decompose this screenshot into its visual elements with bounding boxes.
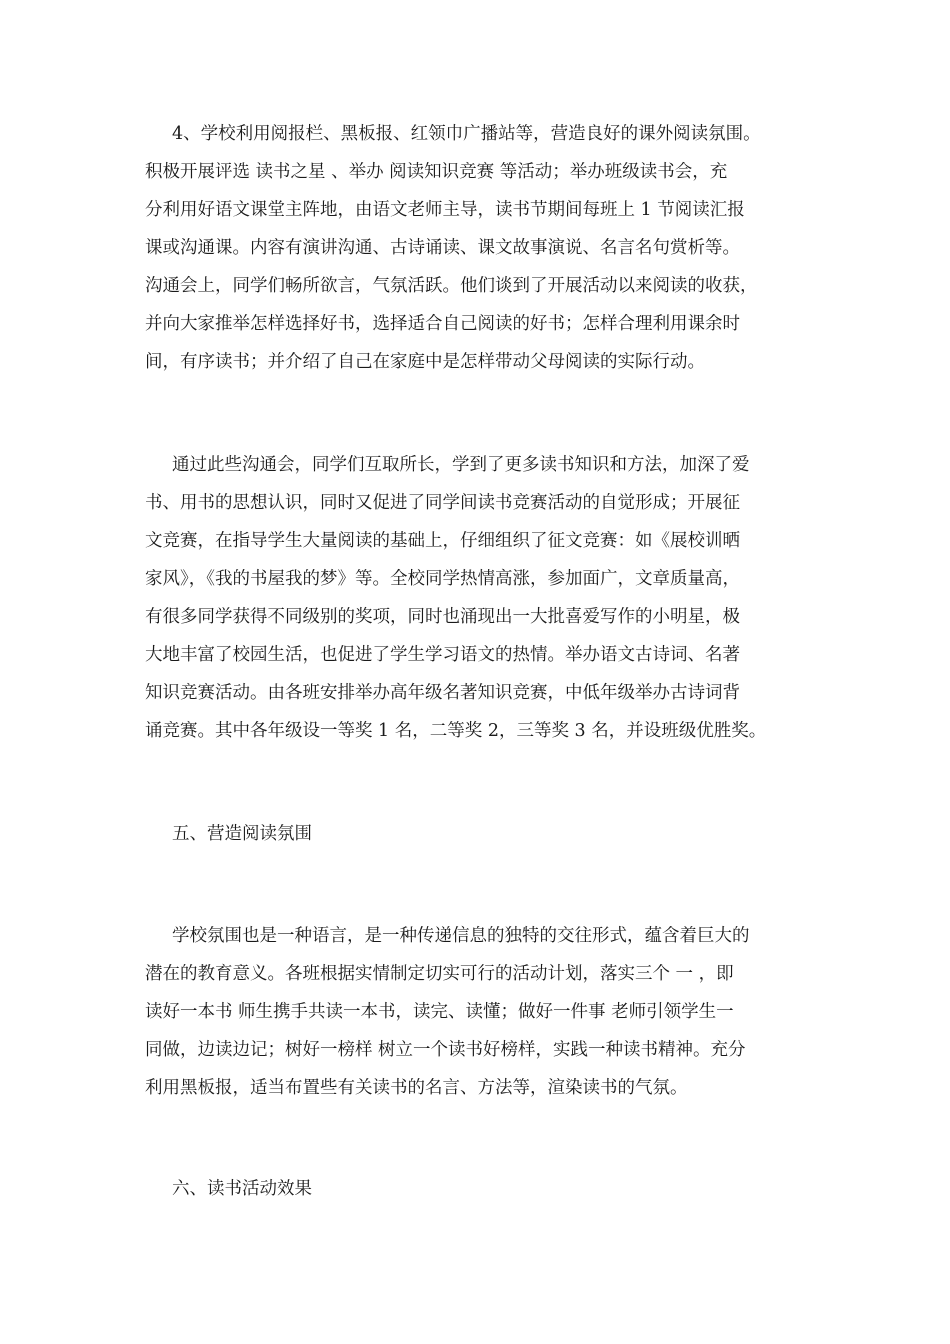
text-line: 并向大家推举怎样选择好书，选择适合自己阅读的好书；怎样合理利用课余时 bbox=[145, 314, 740, 334]
text-line: 积极开展评选 读书之星 、举办 阅读知识竞赛 等活动；举办班级读书会，充 bbox=[145, 162, 728, 182]
text-line: 利用黑板报，适当布置些有关读书的名言、方法等，渲染读书的气氛。 bbox=[145, 1078, 688, 1098]
text-line: 读好一本书 师生携手共读一本书，读完、读懂；做好一件事 老师引领学生一 bbox=[145, 1002, 734, 1022]
section-heading-6: 六、读书活动效果 bbox=[172, 1179, 312, 1199]
text-line: 诵竞赛。其中各年级设一等奖 1 名，二等奖 2，三等奖 3 名，并设班级优胜奖。 bbox=[145, 721, 767, 741]
text-line: 沟通会上，同学们畅所欲言，气氛活跃。他们谈到了开展活动以来阅读的收获， bbox=[145, 276, 758, 296]
text-line: 课或沟通课。内容有演讲沟通、古诗诵读、课文故事演说、名言名句赏析等。 bbox=[145, 238, 740, 258]
text-line: 4、学校利用阅报栏、黑板报、红领巾广播站等，营造良好的课外阅读氛围。 bbox=[172, 124, 761, 144]
text-line: 通过此些沟通会，同学们互取所长，学到了更多读书知识和方法，加深了爱 bbox=[172, 455, 750, 475]
text-line: 家风》，《我的书屋我的梦》等。全校同学热情高涨，参加面广，文章质量高， bbox=[145, 569, 740, 589]
text-line: 大地丰富了校园生活，也促进了学生学习语文的热情。举办语文古诗词、名著 bbox=[145, 645, 740, 665]
text-line: 知识竞赛活动。由各班安排举办高年级名著知识竞赛，中低年级举办古诗词背 bbox=[145, 683, 740, 703]
text-line: 同做，边读边记；树好一榜样 树立一个读书好榜样，实践一种读书精神。充分 bbox=[145, 1040, 746, 1060]
text-line: 学校氛围也是一种语言，是一种传递信息的独特的交往形式，蕴含着巨大的 bbox=[172, 926, 750, 946]
text-line: 潜在的教育意义。各班根据实情制定切实可行的活动计划，落实三个 一 ，即 bbox=[145, 964, 734, 984]
text-line: 文竞赛，在指导学生大量阅读的基础上，仔细组织了征文竞赛：如《展校训晒 bbox=[145, 531, 740, 551]
section-heading-5: 五、营造阅读氛围 bbox=[172, 824, 312, 844]
text-line: 有很多同学获得不同级别的奖项，同时也涌现出一大批喜爱写作的小明星，极 bbox=[145, 607, 740, 627]
text-line: 间，有序读书；并介绍了自己在家庭中是怎样带动父母阅读的实际行动。 bbox=[145, 352, 705, 372]
text-line: 书、用书的思想认识，同时又促进了同学间读书竞赛活动的自觉形成；开展征 bbox=[145, 493, 740, 513]
text-line: 分利用好语文课堂主阵地，由语文老师主导，读书节期间每班上 1 节阅读汇报 bbox=[145, 200, 745, 220]
